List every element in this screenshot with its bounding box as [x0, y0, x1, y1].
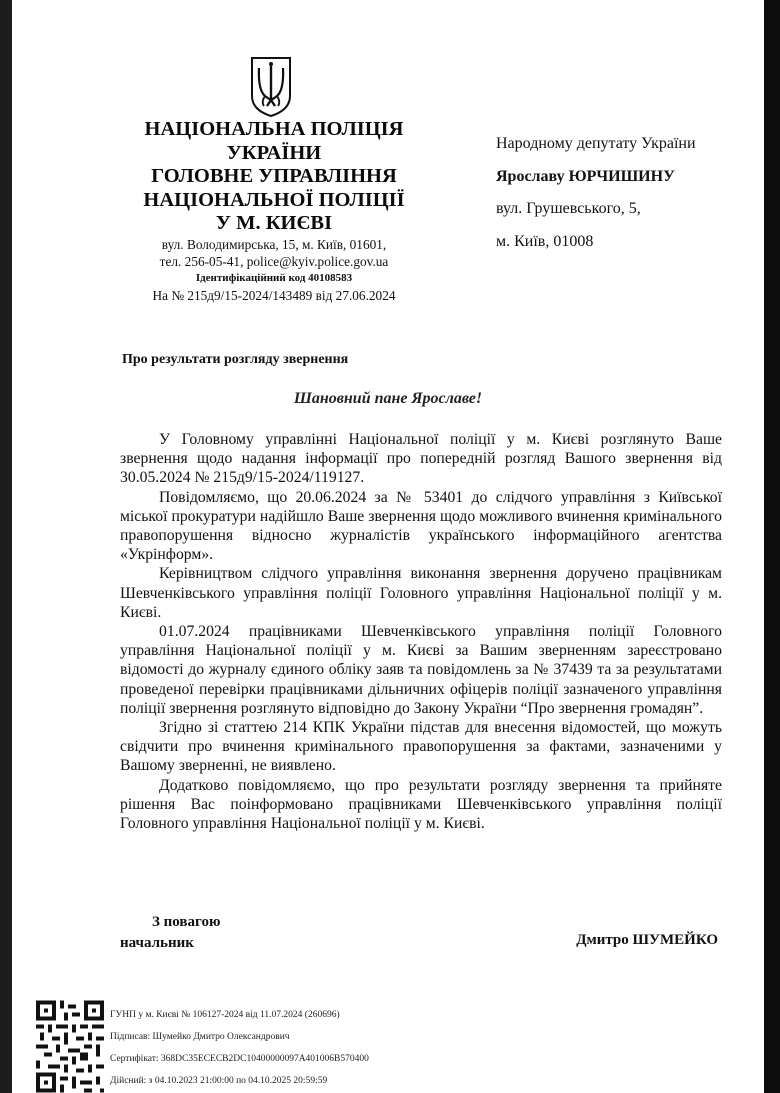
paragraph: 01.07.2024 працівниками Шевченківського управління поліції Головного управління Національної поліції у м. Києві за Вашим зверненням зареєстровано відомості до журналу єдиного обліку заяв та повідомлень за № 37439 та за результатами проведеної перевірки працівниками дільничних офіцерів поліції зазначеного управління поліції звернення розглянуто відповідно до Закону України “Про звернення громадян”. — [120, 623, 722, 717]
esig-registration: ГУНП у м. Києві № 106127-2024 від 11.07.2024 (260696) — [110, 1010, 340, 1020]
org-line-3: ГОЛОВНЕ УПРАВЛІННЯ — [151, 165, 397, 187]
recipient-title: Народному депутату України — [496, 135, 696, 152]
org-line-2: УКРАЇНИ — [226, 141, 322, 164]
reference-number: На № 215д9/15-2024/143489 від 27.06.2024 — [152, 288, 396, 303]
greeting: Шановний пане Ярославе! — [293, 390, 483, 407]
closing: З повагою — [152, 914, 221, 930]
signature-position — [120, 912, 220, 954]
org-line-1: НАЦІОНАЛЬНА ПОЛІЦІЯ — [144, 118, 404, 140]
paragraph: У Головному управлінні Національної поліції у м. Києві розглянуто Ваше звернення щодо надання інформації про попередній розгляд Вашого звернення від 30.05.2024 № 215д9/15-2024/119127. — [120, 431, 722, 487]
esig-validity: Дійсний: з 04.10.2023 21:00:00 по 04.10.2025 20:59:59 — [110, 1076, 328, 1086]
paragraph: Згідно зі статтею 214 КПК України підстав для внесення відомостей, що можуть свідчити про вчинення кримінального правопорушення за фактами, зазначеними у Вашому зверненні, не виявлено. — [120, 719, 722, 775]
org-phone-email: тел. 256-05-41, police@kyiv.police.gov.ua — [159, 254, 389, 269]
org-address: вул. Володимирська, 15, м. Київ, 01601, — [161, 237, 387, 252]
esig-certificate: Сертифікат: 368DC35ECECB2DC10400000097A401006B570400 — [110, 1054, 369, 1064]
screen-edge — [764, 0, 780, 1093]
org-line-4: НАЦІОНАЛЬНОЇ ПОЛІЦІЇ — [143, 188, 405, 211]
paragraph: Додатково повідомляємо, що про результати розгляду звернення та прийняте рішення Вас поінформовано працівниками Шевченківського управління поліції Головного управління Національної поліції у м. Києві. — [120, 776, 722, 833]
org-id-code: Ідентифікаційний код 40108583 — [195, 272, 353, 284]
org-line-5: У М. КИЄВІ — [215, 212, 333, 234]
recipient-street: вул. Грушевського, 5, — [496, 200, 641, 217]
signer-position: начальник — [120, 935, 194, 951]
qr-code-icon — [36, 1000, 104, 1093]
paragraph: Керівництвом слідчого управління виконання звернення доручено працівникам Шевченківського управління поліції Головного управління Національної поліції у м. Києві. — [120, 565, 722, 621]
letter-page — [12, 0, 764, 1093]
letter-body — [120, 430, 722, 833]
recipient-city: м. Київ, 01008 — [496, 232, 594, 250]
paragraph: Повідомляємо, що 20.06.2024 за № 53401 до слідчого управління з Київської міської прокуратури надійшло Ваше звернення щодо можливого вчинення кримінального правопорушення відносно журналістів українського інформаційного агентства «Укрінформ». — [120, 488, 722, 564]
recipient-block — [496, 128, 746, 258]
electronic-signature-info — [110, 1004, 369, 1092]
letter-subject: Про результати розгляду звернення — [122, 352, 349, 367]
organization-header — [118, 118, 430, 236]
esig-signer: Підписав: Шумейко Дмитро Олександрович — [110, 1032, 290, 1042]
trident-coat-of-arms-icon — [248, 56, 294, 118]
signer-name: Дмитро ШУМЕЙКО — [576, 932, 718, 948]
organization-contacts — [118, 236, 430, 304]
recipient-name: Ярославу ЮРЧИШИНУ — [496, 167, 675, 185]
